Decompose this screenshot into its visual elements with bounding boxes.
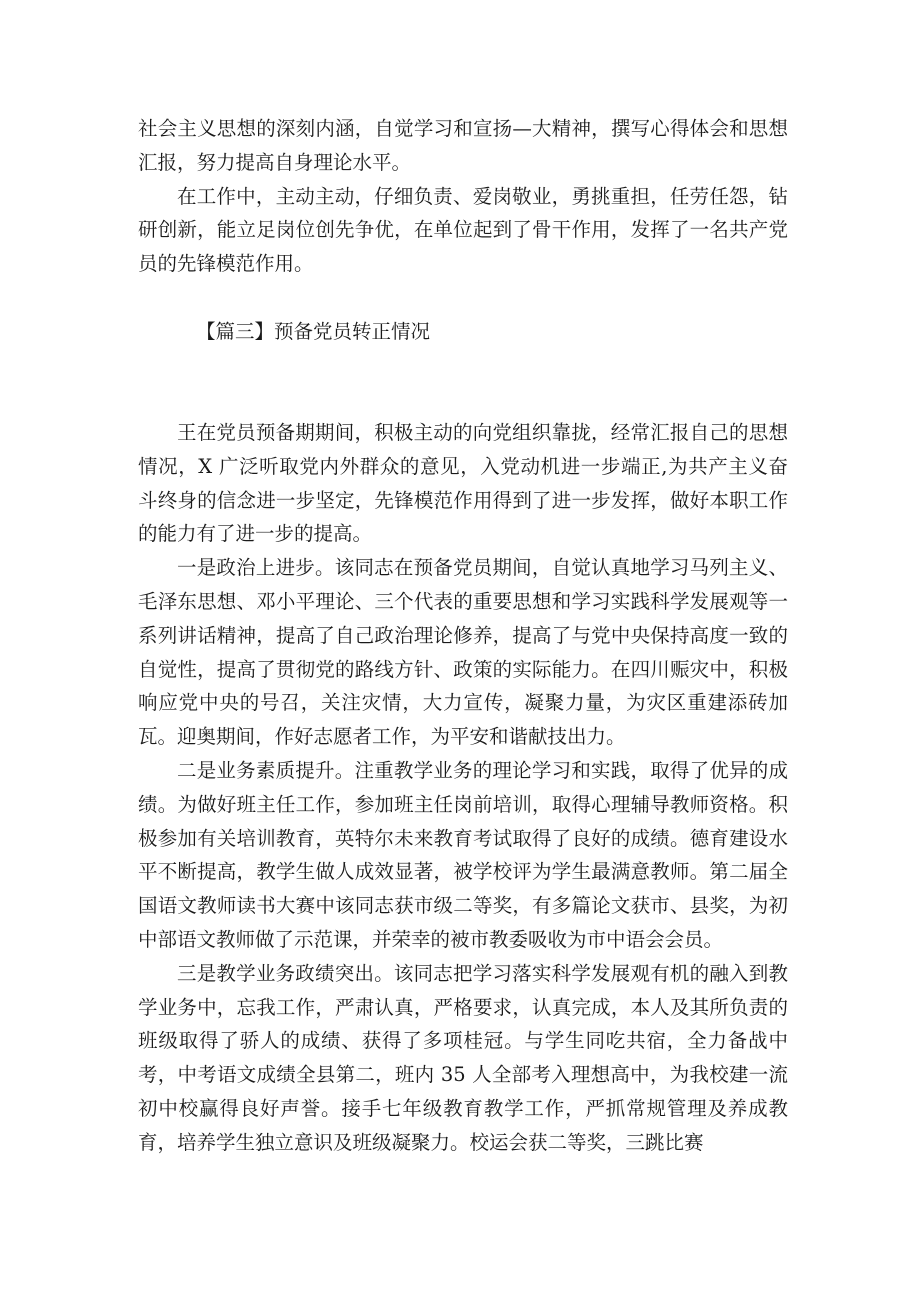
section-heading-block xyxy=(138,281,788,416)
paragraph-teaching: 三是教学业务政绩突出。该同志把学习落实科学发展观有机的融入到教学业务中，忘我工作，严肃认真，严格要求，认真完成，本人及其所负责的班级取得了骄人的成绩、获得了多项桂冠。与学生同吃共宿，全力备战中考，中考语文成绩全县第二，班内 35 人全部考入理想高中，为我校建一流初中校赢得良好声誉。接手七年级教育教学工作，严抓常规管理及养成教育，培养学生独立意识及班级凝聚力。校运会获二等奖，三跳比赛 xyxy=(138,961,788,1154)
paragraph-political: 一是政治上进步。该同志在预备党员期间，自觉认真地学习马列主义、毛泽东思想、邓小平理论、三个代表的重要思想和学习实践科学发展观等一系列讲话精神，提高了自己政治理论修养，提高了与党中央保持高度一致的自觉性，提高了贯彻党的路线方针、政策的实际能力。在四川赈灾中，积极响应党中央的号召，关注灾情，大力宣传，凝聚力量，为灾区重建添砖加瓦。迎奥期间，作好志愿者工作，为平安和谐献技出力。 xyxy=(138,556,788,749)
document-body xyxy=(138,112,788,1160)
section-heading: 【篇三】预备党员转正情况 xyxy=(196,319,431,343)
paragraph-intro: 王在党员预备期期间，积极主动的向党组织靠拢，经常汇报自己的思想情况，X 广泛听取党内外群众的意见，入党动机进一步端正,为共产主义奋斗终身的信念进一步坚定，先锋模范作用得到了进一步发挥，做好本职工作的能力有了进一步的提高。 xyxy=(138,420,788,546)
paragraph-continued: 社会主义思想的深刻内涵，自觉学习和宣扬—大精神，撰写心得体会和思想汇报，努力提高自身理论水平。 xyxy=(138,117,788,174)
paragraph-professional: 二是业务素质提升。注重教学业务的理论学习和实践，取得了优异的成绩。为做好班主任工作，参加班主任岗前培训，取得心理辅导教师资格。积极参加有关培训教育，英特尔未来教育考试取得了良好的成绩。德育建设水平不断提高，教学生做人成效显著，被学校评为学生最满意教师。第二届全国语文教师读书大赛中该同志获市级二等奖，有多篇论文获市、县奖，为初中部语文教师做了示范课，并荣幸的被市教委吸收为市中语会会员。 xyxy=(138,758,788,951)
paragraph-work: 在工作中，主动主动，仔细负责、爱岗敬业，勇挑重担，任劳任怨，钻研创新，能立足岗位创先争优，在单位起到了骨干作用，发挥了一名共产党员的先锋模范作用。 xyxy=(138,184,788,276)
